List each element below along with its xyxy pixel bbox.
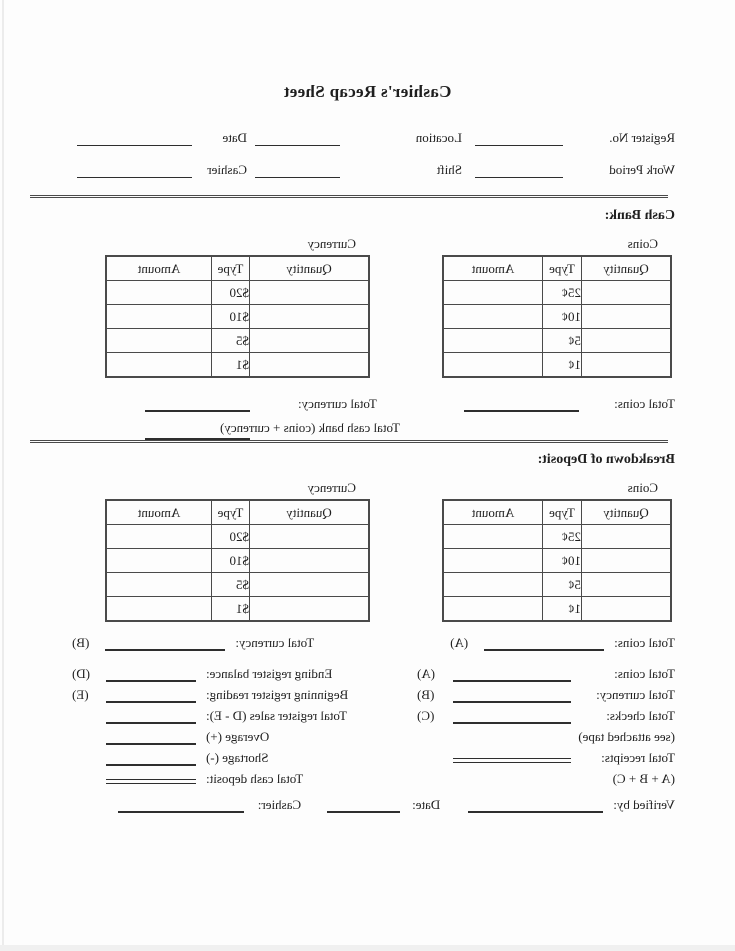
summary-row-beginning-register-reading: Beginning register reading: (E) [72, 687, 349, 702]
total-coins-line[interactable] [453, 668, 571, 682]
table-row [443, 329, 671, 353]
register-no-label: Register No. [609, 130, 675, 145]
quantity-cell[interactable] [250, 597, 370, 622]
cash-bank-coins-block [442, 236, 672, 378]
total-currency-label: Total currency: [298, 396, 377, 411]
type-header: Type [543, 256, 582, 281]
total-currency-line[interactable] [145, 397, 250, 412]
date-label: Date [222, 130, 247, 145]
cashier-signature-line[interactable] [118, 798, 244, 813]
quantity-cell[interactable] [250, 525, 370, 549]
shift-line[interactable] [255, 163, 340, 178]
total-cash-deposit-line[interactable] [106, 779, 196, 784]
quantity-header: Quantity [250, 256, 370, 281]
bill-type-label: $10 [212, 305, 250, 329]
amount-cell[interactable] [443, 305, 543, 329]
summary-row-shortage: Shortage (-) [72, 745, 414, 766]
bill-type-label: $1 [212, 353, 250, 378]
summary-row-total-checks: Total checks: (C) [417, 708, 675, 723]
letter-e: (E) [72, 687, 89, 702]
table-row [106, 597, 369, 622]
amount-cell[interactable] [106, 597, 212, 622]
summary-row-total-currency: Total currency: (B) [417, 687, 675, 702]
amount-cell[interactable] [443, 549, 543, 573]
currency-table-label: Currency [307, 480, 356, 495]
summary-row-total-coins: Total coins: (A) [417, 666, 675, 681]
verified-by-line[interactable] [468, 798, 603, 813]
total-coins-line[interactable] [484, 636, 604, 651]
summary-row-total-register-sales: Total register sales (D - E): [72, 703, 414, 724]
type-header: Type [543, 500, 582, 525]
amount-cell[interactable] [106, 549, 212, 573]
table-row [443, 353, 671, 378]
cash-bank-currency-table [105, 255, 370, 378]
amount-cell[interactable] [443, 281, 543, 305]
quantity-cell[interactable] [582, 305, 672, 329]
amount-cell[interactable] [443, 525, 543, 549]
location-label: Location [415, 130, 462, 145]
quantity-cell[interactable] [582, 597, 672, 622]
total-cash-bank-row [145, 418, 675, 436]
letter-b: (B) [72, 635, 90, 650]
total-coins-label: Total coins: [614, 635, 675, 650]
total-currency-line[interactable] [105, 636, 225, 651]
table-row [106, 525, 369, 549]
amount-cell[interactable] [106, 573, 212, 597]
deposit-coins-table [442, 499, 672, 622]
quantity-cell[interactable] [250, 281, 370, 305]
deposit-heading: Breakdown of Deposit: [537, 452, 675, 467]
amount-cell[interactable] [106, 329, 212, 353]
amount-cell[interactable] [106, 353, 212, 378]
bill-type-label: $1 [212, 597, 250, 622]
cash-bank-heading: Cash Bank: [604, 208, 675, 223]
table-row [106, 329, 369, 353]
bill-type-label: $20 [212, 525, 250, 549]
letter-b: (B) [417, 687, 435, 702]
date-line[interactable] [327, 798, 400, 813]
amount-header: Amount [443, 256, 543, 281]
summary-row-a-b-c: (A + B + C) [612, 771, 675, 786]
table-row [106, 281, 369, 305]
summary-block [60, 661, 675, 787]
coin-type-label: 5¢ [543, 573, 582, 597]
type-header: Type [212, 256, 250, 281]
date-line[interactable] [77, 131, 192, 146]
bill-type-label: $20 [212, 281, 250, 305]
letter-c: (C) [417, 708, 435, 723]
cashier-label: Cashier: [257, 797, 302, 812]
ending-register-balance-line[interactable] [106, 668, 196, 682]
shift-label: Shift [436, 162, 462, 177]
deposit-total-coins-group [450, 635, 675, 651]
bill-type-label: $10 [212, 549, 250, 573]
quantity-cell[interactable] [582, 353, 672, 378]
table-row [106, 353, 369, 378]
beginning-register-reading-line[interactable] [106, 689, 196, 703]
deposit-coins-block [442, 480, 672, 622]
total-cash-bank-label: Total cash bank (coins + currency) [220, 420, 401, 435]
page-title: Cashier's Recap Sheet [283, 82, 452, 101]
shortage-line[interactable] [106, 752, 196, 766]
table-row [106, 573, 369, 597]
coin-type-label: 10¢ [543, 549, 582, 573]
total-receipts-line[interactable] [453, 758, 571, 763]
quantity-cell[interactable] [250, 573, 370, 597]
deposit-currency-block [105, 480, 370, 622]
cash-bank-totals-row [60, 396, 675, 412]
section-divider [30, 440, 668, 443]
coins-table-label: Coins [627, 236, 658, 251]
type-header: Type [212, 500, 250, 525]
total-coins-line[interactable] [464, 397, 579, 412]
location-line[interactable] [255, 131, 340, 146]
table-row [443, 573, 671, 597]
quantity-cell[interactable] [582, 281, 672, 305]
table-row [443, 281, 671, 305]
amount-header: Amount [443, 500, 543, 525]
table-row [106, 549, 369, 573]
summary-right-column [72, 661, 414, 787]
deposit-tables [60, 480, 675, 622]
total-currency-label: Total currency: [235, 635, 315, 650]
letter-d: (D) [72, 666, 91, 681]
verified-by-label: Verified by: [613, 797, 675, 812]
amount-header: Amount [106, 256, 212, 281]
quantity-header: Quantity [582, 256, 672, 281]
table-row [443, 305, 671, 329]
date-label: Date: [412, 797, 441, 812]
quantity-header: Quantity [582, 500, 672, 525]
total-coins-group [464, 396, 675, 412]
total-currency-line[interactable] [453, 689, 571, 703]
signature-row [60, 796, 675, 813]
coin-type-label: 25¢ [543, 525, 582, 549]
summary-row-overage: Overage (+) [72, 724, 414, 745]
amount-cell[interactable] [443, 573, 543, 597]
cashier-line[interactable] [77, 163, 192, 178]
quantity-cell[interactable] [250, 329, 370, 353]
quantity-cell[interactable] [582, 329, 672, 353]
work-period-line[interactable] [475, 163, 563, 178]
quantity-cell[interactable] [250, 305, 370, 329]
amount-cell[interactable] [106, 281, 212, 305]
cash-bank-tables [60, 236, 675, 378]
deposit-totals-row [72, 635, 675, 651]
letter-a: (A) [450, 635, 469, 650]
coin-type-label: 1¢ [543, 353, 582, 378]
table-row [443, 549, 671, 573]
total-checks-line[interactable] [453, 710, 571, 724]
quantity-header: Quantity [250, 500, 370, 525]
coin-type-label: 10¢ [543, 305, 582, 329]
amount-cell[interactable] [443, 353, 543, 378]
letter-a: (A) [417, 666, 436, 681]
amount-cell[interactable] [443, 597, 543, 622]
section-divider [30, 195, 668, 198]
deposit-currency-table [105, 499, 370, 622]
amount-header: Amount [106, 500, 212, 525]
work-period-label: Work Period [609, 162, 675, 177]
total-cash-bank-line[interactable] [145, 425, 250, 440]
deposit-total-currency-group [72, 635, 314, 651]
cashier-label: Cashier [207, 162, 247, 177]
coins-table-label: Coins [627, 480, 658, 495]
cash-bank-currency-block [105, 236, 370, 378]
summary-row-ending-register-balance: Ending register balance: (D) [72, 666, 333, 681]
bill-type-label: $5 [212, 573, 250, 597]
currency-table-label: Currency [307, 236, 356, 251]
coin-type-label: 25¢ [543, 281, 582, 305]
summary-row-total-receipts: Total receipts: [417, 745, 675, 766]
header-fields-row-1 [60, 129, 675, 146]
quantity-cell[interactable] [250, 353, 370, 378]
amount-cell[interactable] [443, 329, 543, 353]
quantity-cell[interactable] [582, 525, 672, 549]
quantity-cell[interactable] [582, 573, 672, 597]
register-no-line[interactable] [475, 131, 563, 146]
summary-left-column [417, 661, 675, 787]
total-currency-group [145, 396, 377, 412]
summary-row-see-attached-tape: (see attached tape) [578, 729, 675, 744]
cash-bank-coins-table [442, 255, 672, 378]
bill-type-label: $5 [212, 329, 250, 353]
coin-type-label: 1¢ [543, 597, 582, 622]
table-row [443, 525, 671, 549]
table-row [106, 305, 369, 329]
overage-line[interactable] [106, 731, 196, 745]
header-fields-row-2 [60, 161, 675, 178]
summary-row-total-cash-deposit: Total cash deposit: [72, 766, 414, 787]
table-row [443, 597, 671, 622]
quantity-cell[interactable] [250, 549, 370, 573]
amount-cell[interactable] [106, 525, 212, 549]
amount-cell[interactable] [106, 305, 212, 329]
total-coins-label: Total coins: [614, 396, 675, 411]
total-register-sales-line[interactable] [106, 710, 196, 724]
coin-type-label: 5¢ [543, 329, 582, 353]
quantity-cell[interactable] [582, 549, 672, 573]
